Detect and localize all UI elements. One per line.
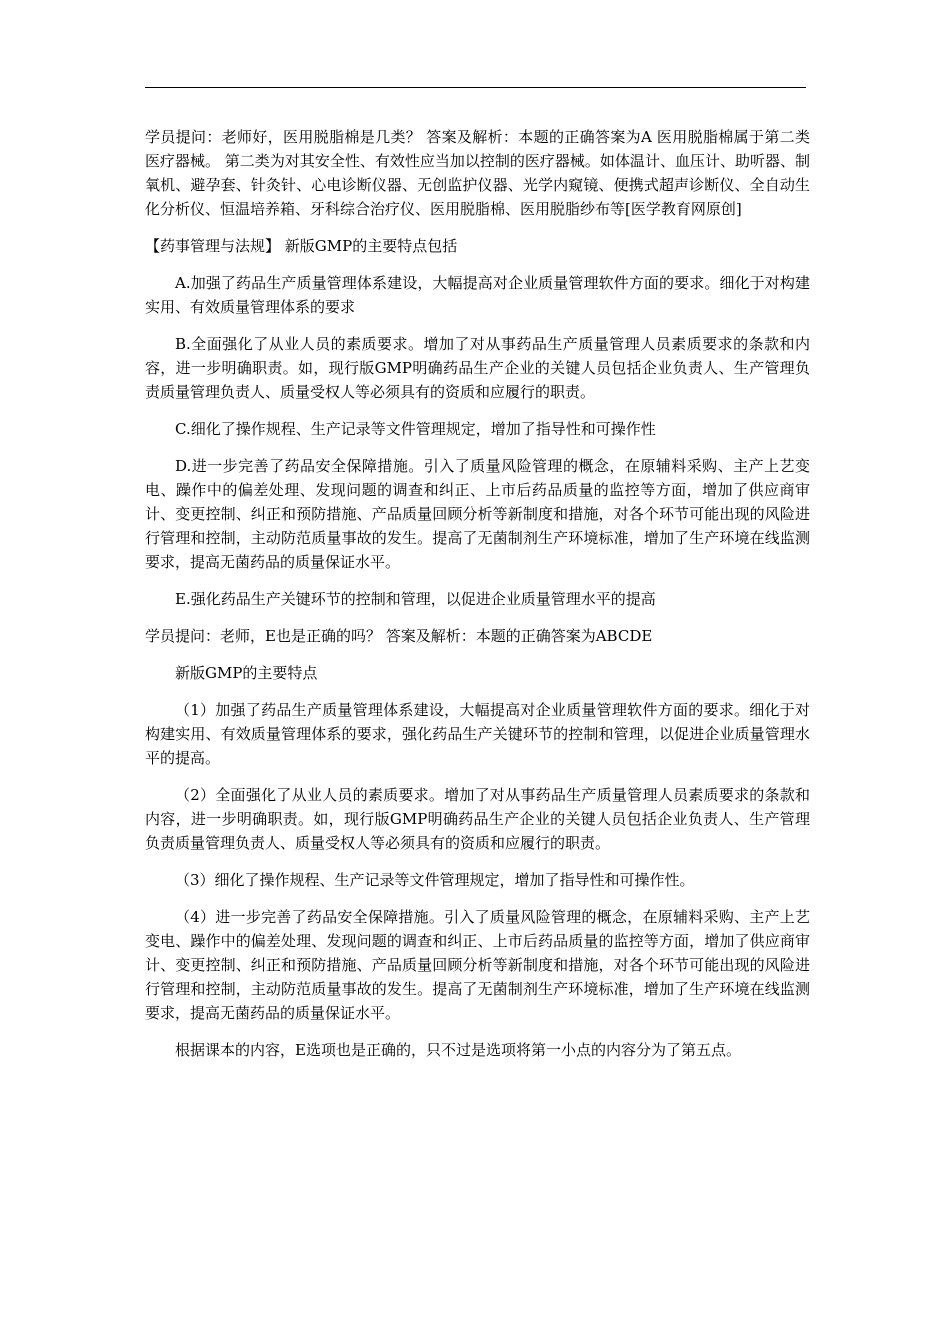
paragraph-option-b: B.全面强化了从业人员的素质要求。增加了对从事药品生产质量管理人员素质要求的条款和内容，进一步明确职责。如，现行版GMP明确药品生产企业的关键人员包括企业负责人、生产管理负责质量管理负责人、质量受权人等必须具有的资质和应履行的职责。 — [145, 335, 810, 401]
paragraph-section-heading: 【药事管理与法规】 新版GMP的主要特点包括 — [145, 237, 458, 255]
paragraph-option-a: A.加强了药品生产质量管理体系建设，大幅提高对企业质量管理软件方面的要求。细化于对构建实用、有效质量管理体系的要求 — [145, 274, 810, 316]
paragraph-option-d: D.进一步完善了药品安全保障措施。引入了质量风险管理的概念，在原辅料采购、主产上艺变电、躁作中的偏差处理、发现问题的调查和纠正、上市后药品质量的监控等方面，增加了供应商审计、变更控制、纠正和预防措施、产品质量回顾分析等新制度和措施，对各个环节可能出现的风险进行管理和控制，主动防范质量事故的发生。提高了无菌制剂生产环境标准，增加了生产环境在线监测要求，提高无菌药品的质量保证水平。 — [145, 457, 810, 571]
paragraph-point-2: （2）全面强化了从业人员的素质要求。增加了对从事药品生产质量管理人员素质要求的条款和内容，进一步明确职责。如，现行版GMP明确药品生产企业的关键人员包括企业负责人、生产管理负责质量管理负责人、质量受权人等必须具有的资质和应履行的职责。 — [145, 786, 810, 852]
paragraph-option-c: C.细化了操作规程、生产记录等文件管理规定，增加了指导性和可操作性 — [175, 420, 656, 438]
paragraph-point-4: （4）进一步完善了药品安全保障措施。引入了质量风险管理的概念，在原辅料采购、主产上艺变电、躁作中的偏差处理、发现问题的调查和纠正、上市后药品质量的监控等方面，增加了供应商审计、变更控制、纠正和预防措施、产品质量回顾分析等新制度和措施，对各个环节可能出现的风险进行管理和控制，主动防范质量事故的发生。提高了无菌制剂生产环境标准，增加了生产环境在线监测要求，提高无菌药品的质量保证水平。 — [145, 908, 810, 1022]
paragraph-subheading: 新版GMP的主要特点 — [175, 664, 318, 682]
document-body — [145, 125, 810, 1075]
header-rule — [145, 87, 806, 88]
paragraph-option-e: E.强化药品生产关键环节的控制和管理，以促进企业质量管理水平的提高 — [175, 590, 656, 608]
paragraph-question-1: 学员提问：老师好，医用脱脂棉是几类？ 答案及解析：本题的正确答案为A 医用脱脂棉属于第二类医疗器械。 第二类为对其安全性、有效性应当加以控制的医疗器械。如体温计、血压计、助听器、制氧机、避孕套、针灸针、心电诊断仪器、无创监护仪器、光学内窥镜、便携式超声诊断仪、全自动生化分析仪、恒温培养箱、牙科综合治疗仪、医用脱脂棉、医用脱脂纱布等[医学教育网原创] — [145, 128, 810, 218]
paragraph-conclusion: 根据课本的内容，E选项也是正确的，只不过是选项将第一小点的内容分为了第五点。 — [175, 1041, 741, 1059]
paragraph-point-1: （1）加强了药品生产质量管理体系建设，大幅提高对企业质量管理软件方面的要求。细化于对构建实用、有效质量管理体系的要求，强化药品生产关键环节的控制和管理，以促进企业质量管理水平的提高。 — [145, 701, 810, 767]
paragraph-point-3: （3）细化了操作规程、生产记录等文件管理规定，增加了指导性和可操作性。 — [175, 871, 695, 889]
paragraph-question-2: 学员提问：老师，E也是正确的吗？ 答案及解析：本题的正确答案为ABCDE — [145, 627, 653, 645]
